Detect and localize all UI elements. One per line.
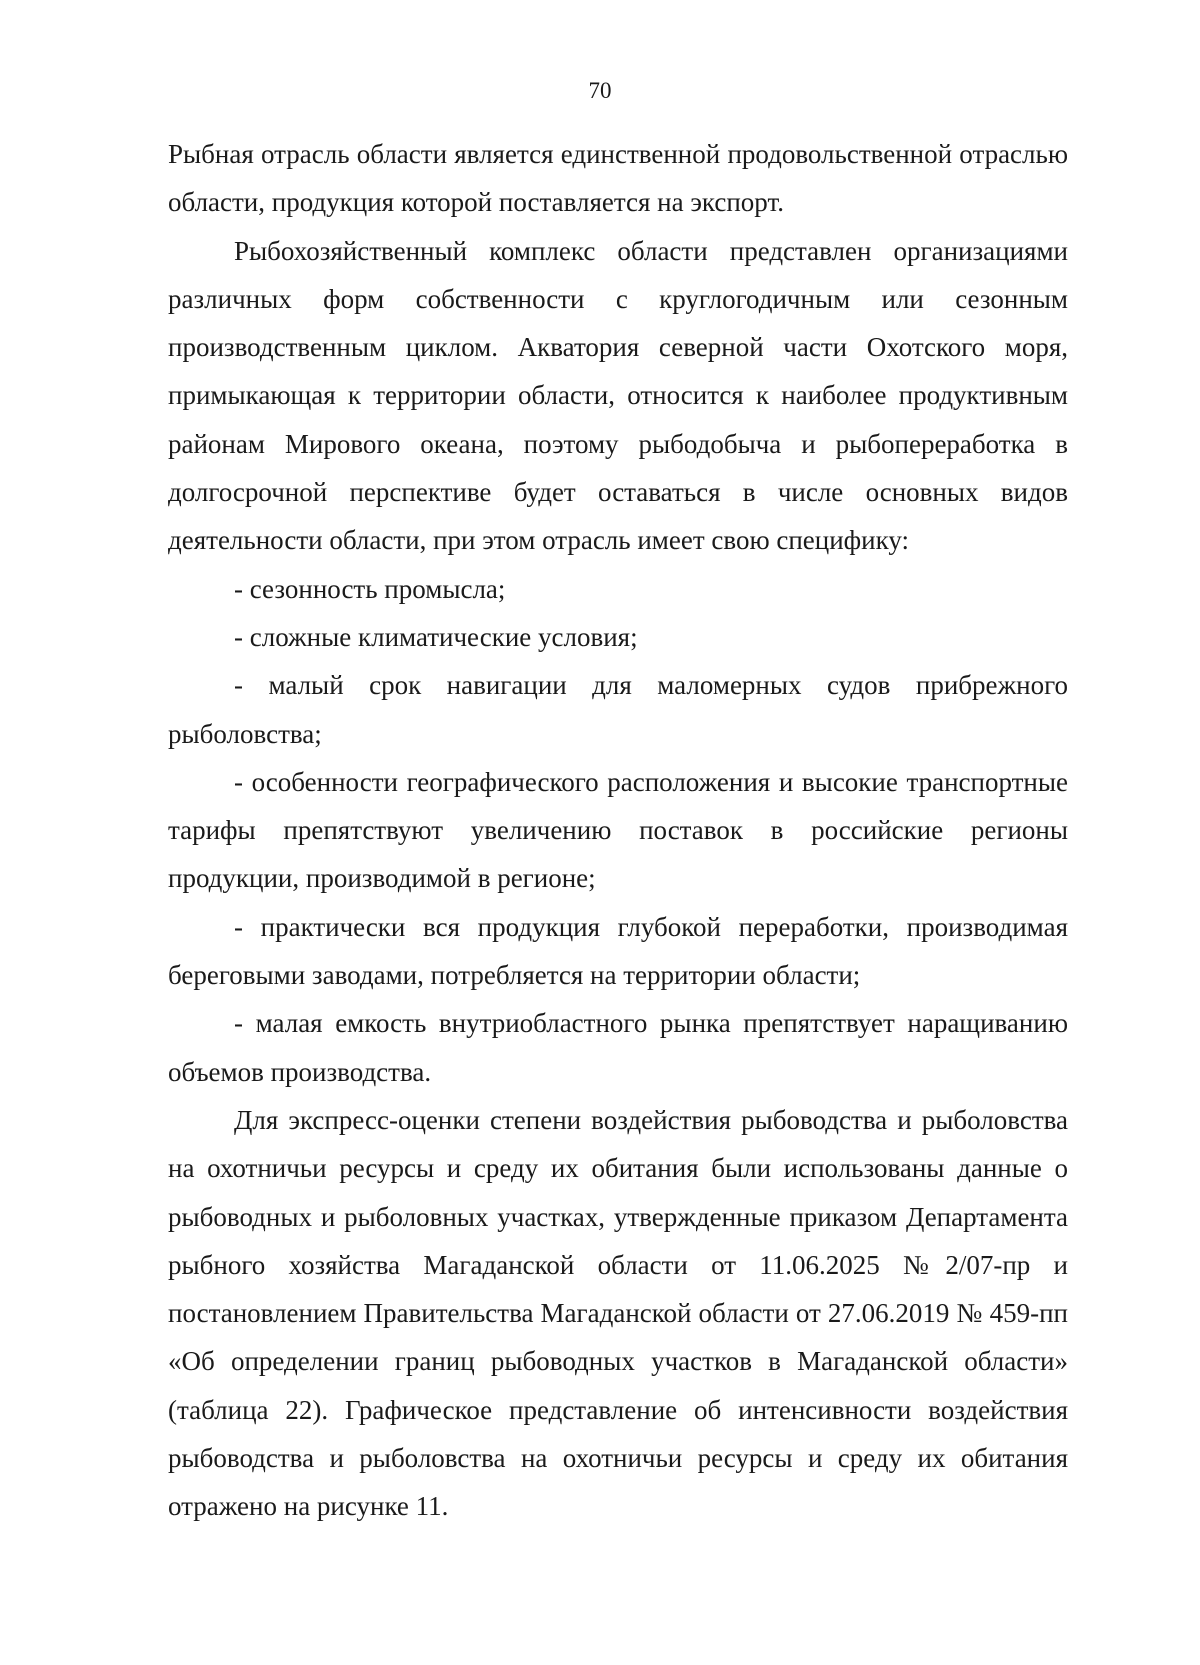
list-item-climate: - сложные климатические условия; xyxy=(234,621,638,652)
list-item-geography-tariffs: - особенности географического расположения и высокие транспортные тарифы препятствуют увеличению поставок в российские регионы продукции, производимой в регионе; xyxy=(168,766,1068,894)
page-number: 70 xyxy=(588,78,612,103)
list-item-deep-processing: - практически вся продукция глубокой переработки, производимая береговыми заводами, потребляется на территории области; xyxy=(168,911,1068,991)
body-text xyxy=(168,130,1068,1531)
list-item-navigation: - малый срок навигации для маломерных судов прибрежного рыболовства; xyxy=(168,670,1068,749)
list-item-market-capacity: - малая емкость внутриобластного рынка препятствует наращиванию объемов производства. xyxy=(168,1008,1068,1087)
paragraph-fishery-complex: Рыбохозяйственный комплекс области представлен организациями различных форм собственности с круглогодичным или сезонным производственным циклом. Акватория северной части Охотского моря, примыкающая к территории области, относится к наиболее продуктивным районам Мирового океана, поэтому рыбодобыча и рыбопереработка в долгосрочной перспективе будет оставаться в числе основных видов деятельности области, при этом отрасль имеет свою специфику: xyxy=(168,235,1068,556)
list-item-seasonality: - сезонность промысла; xyxy=(234,573,506,604)
paragraph-export-sector: Рыбная отрасль области является единственной продовольственной отраслью области, продукция которой поставляется на экспорт. xyxy=(168,139,1068,218)
paragraph-impact-assessment: Для экспресс-оценки степени воздействия рыбоводства и рыболовства на охотничьи ресурсы и среду их обитания были использованы данные о рыбоводных и рыболовных участках, утвержденные приказом Департамента рыбного хозяйства Магаданской области от 11.06.2025 №2/07-пр и постановлением Правительства Магаданской области от 27.06.2019 № 459-пп «Об определении границ рыбоводных участков в Магаданской области» (таблица 22). Графическое представление об интенсивности воздействия рыбоводства и рыболовства на охотничьи ресурсы и среду их обитания отражено на рисунке 11. xyxy=(168,1104,1068,1522)
